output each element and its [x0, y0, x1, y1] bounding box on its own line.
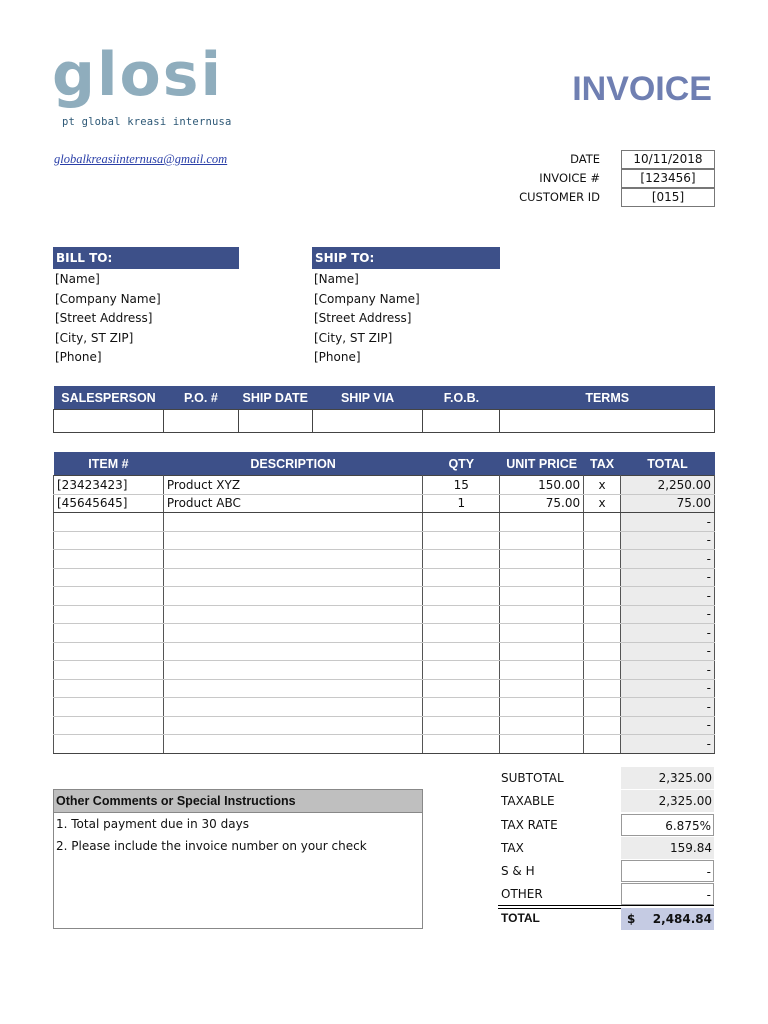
tax-cell[interactable]: [584, 624, 621, 643]
tax-rate-value[interactable]: 6.875%: [621, 814, 714, 836]
description-cell[interactable]: [163, 698, 422, 717]
table-row: [54, 735, 715, 754]
item-number-cell[interactable]: [54, 587, 164, 606]
company-tagline: pt global kreasi internusa: [62, 116, 232, 128]
ship-to-city: [City, ST ZIP]: [314, 330, 393, 345]
invoice-number-value: [123456]: [621, 169, 715, 188]
unit-price-cell[interactable]: [500, 661, 584, 680]
item-number-cell[interactable]: [54, 568, 164, 587]
po-header: P.O. #: [163, 386, 238, 410]
qty-cell[interactable]: [423, 531, 500, 550]
tax-cell[interactable]: [584, 642, 621, 661]
description-cell[interactable]: [163, 513, 422, 532]
table-row: [54, 624, 715, 643]
qty-cell[interactable]: [423, 624, 500, 643]
bill-to-street: [Street Address]: [55, 311, 153, 325]
description-cell[interactable]: [163, 679, 422, 698]
line-total-cell: 75.00: [621, 494, 715, 513]
line-total-cell: -: [621, 679, 715, 698]
tax-cell[interactable]: [584, 513, 621, 532]
table-row: [54, 661, 715, 680]
tax-cell[interactable]: [584, 679, 621, 698]
description-cell[interactable]: [163, 568, 422, 587]
tax-cell[interactable]: [584, 698, 621, 717]
items-table: [53, 452, 715, 754]
tax-cell[interactable]: [584, 531, 621, 550]
grand-total-amount: 2,484.84: [652, 912, 712, 926]
qty-cell[interactable]: [423, 550, 500, 569]
item-number-cell[interactable]: [54, 624, 164, 643]
date-value: 10/11/2018: [621, 150, 715, 169]
tax-cell[interactable]: x: [584, 476, 621, 495]
comments-header: Other Comments or Special Instructions: [53, 789, 423, 813]
line-total-cell: -: [621, 716, 715, 735]
bill-to-city: [City, ST ZIP]: [55, 330, 134, 345]
total-header: TOTAL: [621, 452, 715, 476]
description-cell[interactable]: [163, 605, 422, 624]
table-row: [54, 531, 715, 550]
item-number-cell[interactable]: [54, 679, 164, 698]
table-row: [54, 605, 715, 624]
company-email-link[interactable]: globalkreasiinternusa@gmail.com: [54, 152, 228, 166]
tax-cell[interactable]: [584, 568, 621, 587]
unit-price-cell[interactable]: [500, 735, 584, 754]
ship-to-header: SHIP TO:: [312, 247, 500, 269]
comment-line: 1. Total payment due in 30 days: [56, 817, 249, 831]
currency-symbol: $: [627, 912, 636, 926]
tax-cell[interactable]: [584, 587, 621, 606]
item-number-cell[interactable]: [54, 698, 164, 717]
table-row: [54, 716, 715, 735]
table-row: [54, 568, 715, 587]
description-cell[interactable]: [163, 735, 422, 754]
unit-price-header: UNIT PRICE: [500, 452, 584, 476]
ship-via-header: SHIP VIA: [312, 386, 423, 410]
qty-cell[interactable]: [423, 568, 500, 587]
qty-cell[interactable]: 1: [423, 494, 500, 513]
invoice-title: INVOICE: [572, 70, 712, 108]
grand-total-label: TOTAL: [501, 911, 540, 925]
item-number-cell[interactable]: [54, 531, 164, 550]
table-row: [54, 513, 715, 532]
item-number-cell[interactable]: [54, 661, 164, 680]
unit-price-cell[interactable]: [500, 679, 584, 698]
bill-to-address: [55, 270, 161, 368]
table-row: [54, 698, 715, 717]
bill-to-company: [Company Name]: [55, 291, 161, 306]
other-value[interactable]: -: [621, 883, 714, 905]
subtotal-value: 2,325.00: [621, 767, 714, 789]
qty-cell[interactable]: [423, 661, 500, 680]
terms-cell[interactable]: [500, 410, 715, 433]
table-row: [54, 476, 715, 495]
unit-price-cell[interactable]: [500, 698, 584, 717]
customer-id-label: CUSTOMER ID: [519, 190, 600, 204]
unit-price-cell[interactable]: [500, 513, 584, 532]
salesperson-header: SALESPERSON: [54, 386, 164, 410]
line-total-cell: -: [621, 550, 715, 569]
salesperson-cell[interactable]: [54, 410, 164, 433]
taxable-value: 2,325.00: [621, 790, 714, 812]
qty-cell[interactable]: [423, 605, 500, 624]
ship-to-address: [314, 270, 420, 368]
item-number-cell[interactable]: [23423423]: [54, 476, 164, 495]
taxable-label: TAXABLE: [501, 794, 555, 808]
description-cell[interactable]: Product XYZ: [163, 476, 422, 495]
ship-to-phone: [Phone]: [314, 350, 361, 364]
item-number-cell[interactable]: [54, 605, 164, 624]
item-number-cell[interactable]: [54, 642, 164, 661]
unit-price-cell[interactable]: [500, 531, 584, 550]
description-cell[interactable]: [163, 642, 422, 661]
description-cell[interactable]: [163, 587, 422, 606]
comment-line: 2. Please include the invoice number on your check: [56, 839, 367, 853]
ship-to-name: [Name]: [314, 272, 359, 286]
tax-value: 159.84: [621, 837, 714, 859]
tax-label: TAX: [501, 841, 524, 855]
line-total-cell: -: [621, 642, 715, 661]
item-number-cell[interactable]: [54, 513, 164, 532]
qty-cell[interactable]: [423, 642, 500, 661]
po-cell[interactable]: [163, 410, 238, 433]
unit-price-cell[interactable]: [500, 624, 584, 643]
ship-via-cell[interactable]: [312, 410, 423, 433]
tax-cell[interactable]: [584, 716, 621, 735]
description-header: DESCRIPTION: [163, 452, 422, 476]
unit-price-cell[interactable]: 75.00: [500, 494, 584, 513]
ship-date-header: SHIP DATE: [238, 386, 312, 410]
tax-rate-label: TAX RATE: [501, 818, 558, 832]
line-total-cell: -: [621, 513, 715, 532]
unit-price-cell[interactable]: [500, 568, 584, 587]
subtotal-label: SUBTOTAL: [501, 771, 564, 785]
tax-cell[interactable]: x: [584, 494, 621, 513]
table-row: [54, 642, 715, 661]
line-total-cell: -: [621, 587, 715, 606]
table-row: [54, 679, 715, 698]
bill-to-phone: [Phone]: [55, 350, 102, 364]
tax-cell[interactable]: [584, 605, 621, 624]
table-row: [54, 494, 715, 513]
tax-cell[interactable]: [584, 735, 621, 754]
bill-to-header: BILL TO:: [53, 247, 239, 269]
line-total-cell: -: [621, 661, 715, 680]
description-cell[interactable]: [163, 531, 422, 550]
order-info-table: [53, 386, 715, 433]
date-label: DATE: [570, 152, 600, 166]
grand-total-value: [621, 908, 714, 930]
unit-price-cell[interactable]: [500, 550, 584, 569]
line-total-cell: 2,250.00: [621, 476, 715, 495]
unit-price-cell[interactable]: [500, 716, 584, 735]
invoice-number-label: INVOICE #: [539, 171, 600, 185]
qty-header: QTY: [423, 452, 500, 476]
qty-cell[interactable]: [423, 698, 500, 717]
sh-value[interactable]: -: [621, 860, 714, 882]
bill-to-name: [Name]: [55, 272, 100, 286]
description-cell[interactable]: [163, 624, 422, 643]
description-cell[interactable]: [163, 661, 422, 680]
description-cell[interactable]: [163, 550, 422, 569]
line-total-cell: -: [621, 531, 715, 550]
tax-cell[interactable]: [584, 550, 621, 569]
ship-to-street: [Street Address]: [314, 311, 412, 325]
unit-price-cell[interactable]: [500, 587, 584, 606]
line-total-cell: -: [621, 605, 715, 624]
table-row: [54, 587, 715, 606]
item-number-header: ITEM #: [54, 452, 164, 476]
ship-date-cell[interactable]: [238, 410, 312, 433]
terms-header: TERMS: [500, 386, 715, 410]
table-row: [54, 550, 715, 569]
fob-header: F.O.B.: [423, 386, 500, 410]
sh-label: S & H: [501, 864, 535, 878]
line-total-cell: -: [621, 624, 715, 643]
unit-price-cell[interactable]: 150.00: [500, 476, 584, 495]
company-logo: glosi: [52, 40, 224, 110]
tax-cell[interactable]: [584, 661, 621, 680]
description-cell[interactable]: Product ABC: [163, 494, 422, 513]
item-number-cell[interactable]: [54, 735, 164, 754]
item-number-cell[interactable]: [45645645]: [54, 494, 164, 513]
description-cell[interactable]: [163, 716, 422, 735]
line-total-cell: -: [621, 568, 715, 587]
qty-cell[interactable]: [423, 513, 500, 532]
qty-cell[interactable]: [423, 587, 500, 606]
tax-header: TAX: [584, 452, 621, 476]
qty-cell[interactable]: [423, 735, 500, 754]
unit-price-cell[interactable]: [500, 605, 584, 624]
fob-cell[interactable]: [423, 410, 500, 433]
other-label: OTHER: [501, 887, 543, 901]
customer-id-value: [015]: [621, 188, 715, 207]
qty-cell[interactable]: 15: [423, 476, 500, 495]
line-total-cell: -: [621, 735, 715, 754]
line-total-cell: -: [621, 698, 715, 717]
item-number-cell[interactable]: [54, 716, 164, 735]
comments-box[interactable]: [53, 813, 423, 929]
unit-price-cell[interactable]: [500, 642, 584, 661]
ship-to-company: [Company Name]: [314, 291, 420, 306]
item-number-cell[interactable]: [54, 550, 164, 569]
qty-cell[interactable]: [423, 679, 500, 698]
qty-cell[interactable]: [423, 716, 500, 735]
